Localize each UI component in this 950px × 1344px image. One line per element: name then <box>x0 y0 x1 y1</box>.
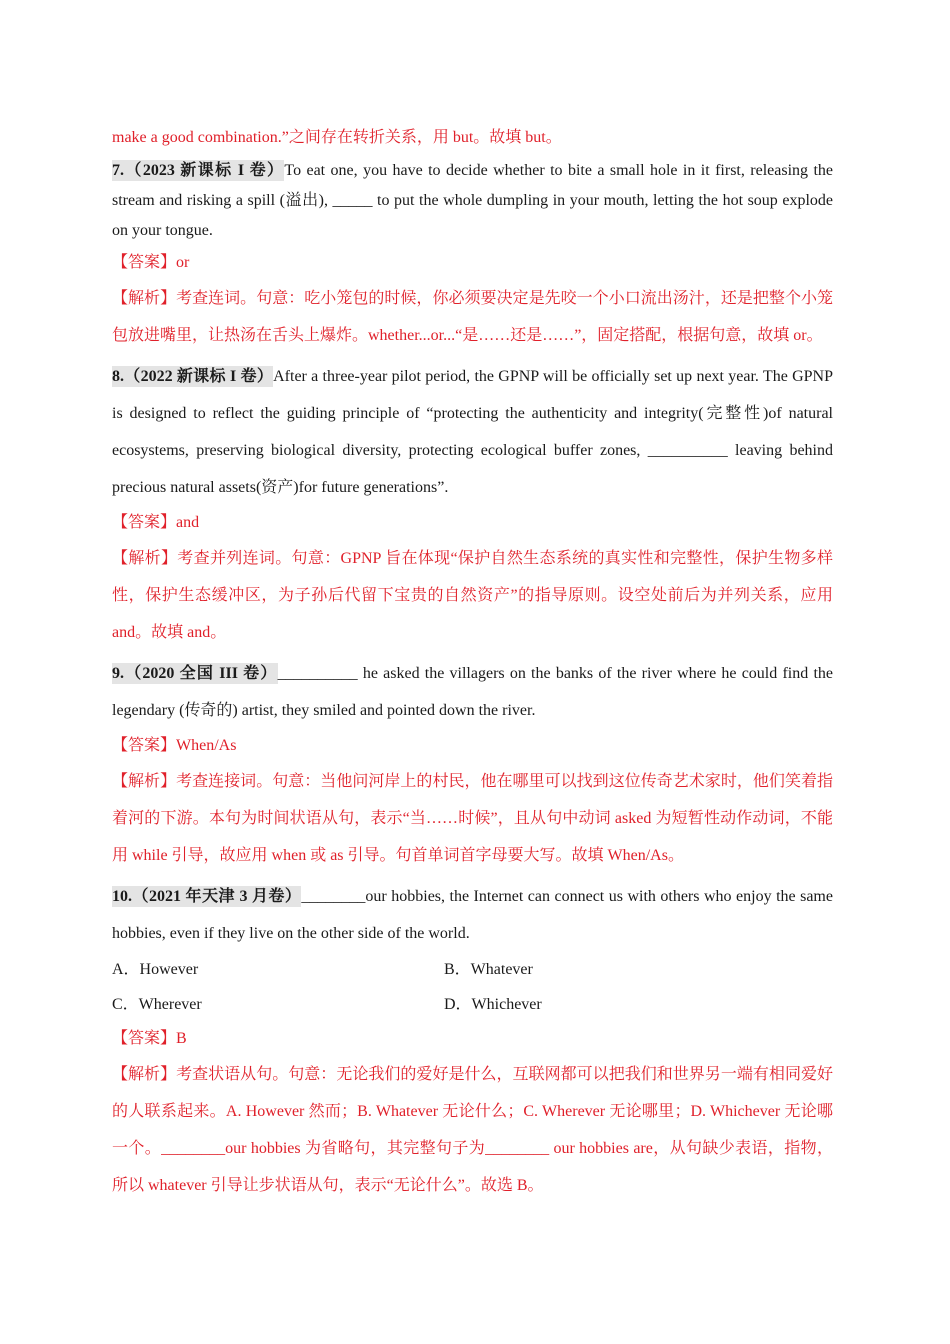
question-8-tag: 8.（2022 新课标 I 卷） <box>112 368 274 385</box>
question-10-answer: 【答案】B <box>112 1030 187 1047</box>
question-10-text: ________our hobbies, the Internet can connect us with others who enjoy the same hobbies, even if they live on the other side of the world. <box>112 888 833 942</box>
option-d: D．Whichever <box>444 996 542 1013</box>
question-8-text: After a three-year pilot period, the GPNP will be officially set up next year. The GPNP is designed to reflect the guiding principle of “protecting the authenticity and integrity(完整性)of natural ecosystems, preserving biological diversity, protecting ecological buffer zones, __________ leaving behind precious natural assets(资产)for future generations”. <box>112 368 833 496</box>
question-7-tag: 7.（2023 新课标 I 卷） <box>112 162 285 179</box>
question-7 <box>112 156 833 246</box>
question-9-text: __________ he asked the villagers on the banks of the river where he could find the legendary (传奇的) artist, they smiled and pointed down the river. <box>112 665 833 719</box>
question-9-analysis: 【解析】考查连接词。句意：当他问河岸上的村民，他在哪里可以找到这位传奇艺术家时，他们笑着指着河的下游。本句为时间状语从句，表示“当……时候”，且从句中动词 asked 为短暂性动作动词，不能用 while 引导，故应用 when 或 as 引导。句首单词首字母要大写。故填 When/As。 <box>112 773 833 864</box>
question-10-tag: 10.（2021 年天津 3 月卷） <box>112 888 302 905</box>
document-page <box>112 120 833 1204</box>
option-c: C．Wherever <box>112 996 202 1013</box>
question-9-answer: 【答案】When/As <box>112 737 237 754</box>
question-10 <box>112 878 833 952</box>
question-8 <box>112 358 833 506</box>
question-9 <box>112 655 833 729</box>
option-a: A．However <box>112 961 199 978</box>
question-7-text: To eat one, you have to decide whether to bite a small hole in it first, releasing the stream and risking a spill (溢出), _____ to put the whole dumpling in your mouth, letting the hot soup explode on your tongue. <box>112 162 833 239</box>
question-7-answer: 【答案】or <box>112 254 190 271</box>
question-10-options <box>112 952 833 1022</box>
question-7-analysis: 【解析】考查连词。句意：吃小笼包的时候，你必须要决定是先咬一个小口流出汤汁，还是把整个小笼包放进嘴里，让热汤在舌头上爆炸。whether...or...“是……还是……”，固定搭配，根据句意，故填 or。 <box>112 290 833 344</box>
question-9-tag: 9.（2020 全国 III 卷） <box>112 665 278 682</box>
question-8-analysis: 【解析】考查并列连词。句意：GPNP 旨在体现“保护自然生态系统的真实性和完整性，保护生物多样性，保护生态缓冲区，为子孙后代留下宝贵的自然资产”的指导原则。设空处前后为并列关系，应用 and。故填 and。 <box>112 550 833 641</box>
option-b: B．Whatever <box>444 961 533 978</box>
question-10-analysis: 【解析】考查状语从句。句意：无论我们的爱好是什么，互联网都可以把我们和世界另一端有相同爱好的人联系起来。A. However 然而；B. Whatever 无论什么；C. Wherever 无论哪里；D. Whichever 无论哪一个。________our hobbies 为省略句，其完整句子为________ our hobbies are，从句缺少表语，指物，所以 whatever 引导让步状语从句，表示“无论什么”。故选 B。 <box>112 1066 833 1194</box>
question-8-answer: 【答案】and <box>112 514 200 531</box>
intro-line: make a good combination.”之间存在转折关系，用 but。故填 but。 <box>112 129 562 146</box>
